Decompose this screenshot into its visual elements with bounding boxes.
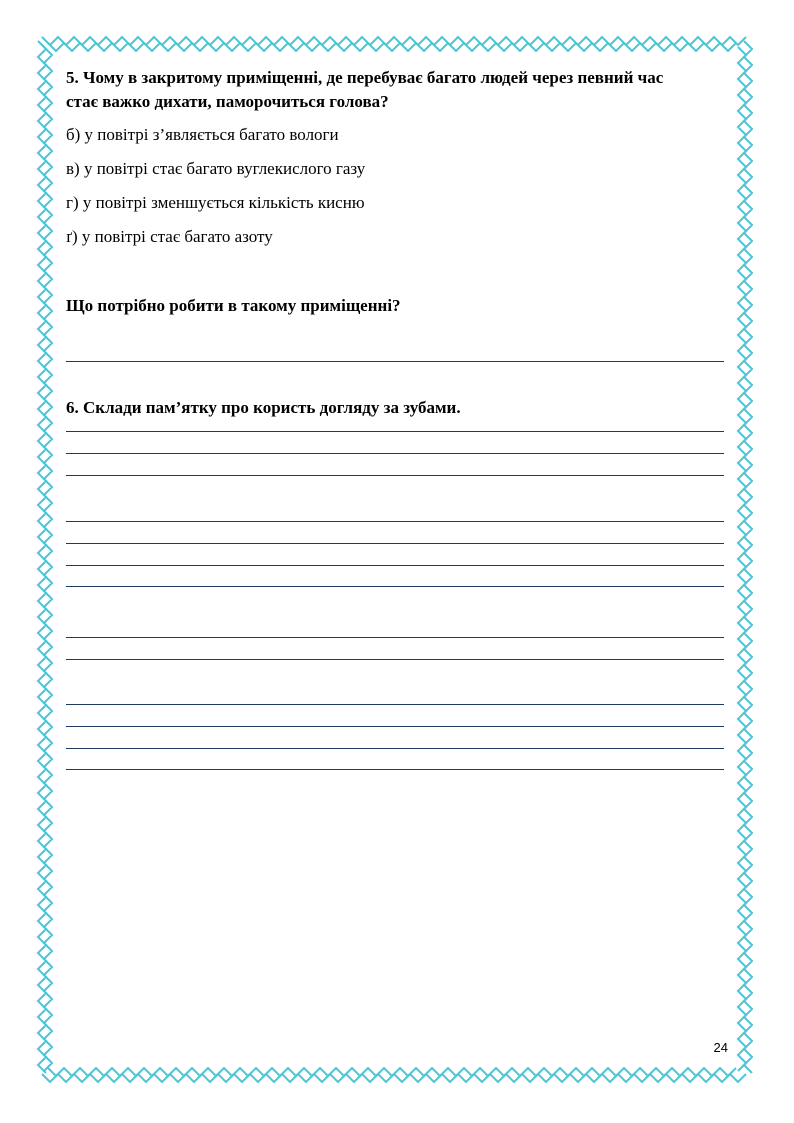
border-top-zigzag [48,43,736,51]
answer-line[interactable] [66,565,724,566]
answer-line[interactable] [66,748,724,749]
answer-line[interactable] [66,586,724,587]
answer-line[interactable] [66,453,724,454]
answer-option-b: б) у повітрі з’являється багато вологи [66,125,339,144]
question-5-title-line1: 5. Чому в закритому приміщенні, де перебуває багато людей через певний час [66,68,664,87]
answer-line[interactable] [66,475,724,476]
answer-line[interactable] [66,543,724,544]
question-5-followup: Що потрібно робити в такому приміщенні? [66,296,401,315]
answer-line[interactable] [66,769,724,770]
page-number: 24 [713,1040,728,1055]
border-left-zigzag [44,47,52,1071]
answer-option-v: в) у повітрі стає багато вуглекислого газу [66,159,366,178]
answer-line[interactable] [66,361,724,362]
answer-line[interactable] [66,637,724,638]
answer-line[interactable] [66,726,724,727]
border-bottom-zigzag [48,1068,736,1076]
answer-line[interactable] [66,704,724,705]
answer-option-g: ґ) у повітрі стає багато азоту [66,227,273,246]
question-5-title-line2: стає важко дихати, паморочиться голова? [66,92,389,111]
answer-line[interactable] [66,431,724,432]
question-6-title: 6. Склади пам’ятку про користь догляду за зубами. [66,398,461,417]
border-right-zigzag [738,47,746,1071]
answer-option-h: г) у повітрі зменшується кількість кисню [66,193,365,212]
answer-line[interactable] [66,521,724,522]
answer-line[interactable] [66,659,724,660]
